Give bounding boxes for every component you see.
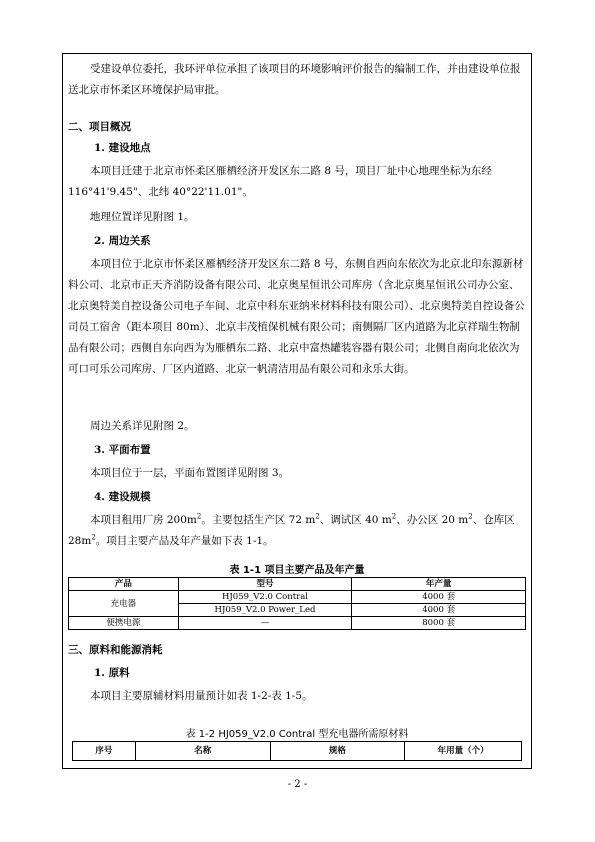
- table-cell: 便携电源: [69, 617, 179, 630]
- subsection-location-heading: 1. 建设地点: [94, 142, 151, 154]
- table-1-1-caption: 表 1-1 项目主要产品及年产量: [229, 565, 365, 576]
- materials-table: [72, 741, 522, 761]
- table-cell: 4000 套: [352, 591, 526, 604]
- table-cell: 8000 套: [352, 617, 526, 630]
- location-figure-ref: 地理位置详见附图 1。: [90, 211, 195, 223]
- page-number: - 2 -: [287, 779, 308, 790]
- subsection-surroundings-heading: 2. 周边关系: [94, 235, 151, 247]
- subsection-layout-heading: 3. 平面布置: [94, 444, 151, 456]
- layout-paragraph: 本项目位于一层，平面布置图详见附图 3。: [90, 467, 290, 479]
- table-1-2-caption: 表 1-2 HJ059_V2.0 Contral 型充电器所需原材料: [185, 729, 409, 740]
- table-header-cell: 名称: [135, 742, 270, 761]
- table-cell: 充电器: [69, 591, 179, 617]
- section-2-heading: 二、项目概况: [68, 121, 131, 133]
- intro-paragraph: 受建设单位委托，我环评单位承担了该项目的环境影响评价报告的编制工作，并由建设单位报送北京市怀柔区环境保护局审批。: [68, 63, 521, 96]
- surroundings-figure-ref: 周边关系详见附图 2。: [90, 420, 195, 432]
- table-cell: HJ059_V2.0 Power_Led: [178, 604, 352, 617]
- table-header-cell: 年产量: [352, 578, 526, 591]
- table-row: [69, 617, 526, 630]
- scale-paragraph: 本项目租用厂房 $200m^2$。主要包括生产区 72 $m^2$、调试区 40 $m^2$、办公区 20 $m^2$、仓库区 $28m^2$。项目主要产品及年产量如下表 1-1。: [68, 512, 515, 547]
- table-header-cell: 产品: [69, 578, 179, 591]
- table-header-row: [69, 578, 526, 591]
- table-cell: 4000 套: [352, 604, 526, 617]
- materials-paragraph: 本项目主要原辅材料用量预计如表 1-2-表 1-5。: [90, 690, 313, 702]
- subsection-scale-heading: 4. 建设规模: [94, 491, 151, 503]
- section-3-heading: 三、原料和能源消耗: [68, 644, 163, 656]
- location-paragraph: 本项目迁建于北京市怀柔区雁栖经济开发区东二路 8 号，项目厂址中心地理坐标为东经 116°41'9.45"、北纬 40°22'11.01"。: [68, 165, 492, 198]
- surroundings-paragraph: 本项目位于北京市怀柔区雁栖经济开发区东二路 8 号，东侧自西向东依次为北京北印东源新材料公司、北京市正天齐消防设备有限公司、北京奥星恒讯公司库房（含北京奥星恒讯公司办公室、北京奥特美自控设备公司电子车间、北京中科东亚纳米材料科技有限公司）、北京奥特美自控设备公司员工宿舍（距本项目 80m）、北京丰茂植保机械有限公司；南侧隔厂区内道路为北京祥瑞生物制品有限公司；西侧自东向西为为雁栖东二路、北京中富热罐装容器有限公司；北侧自南向北依次为可口可乐公司库房、厂区内道路、北京一帆清洁用品有限公司和永乐大街。: [68, 258, 525, 375]
- table-header-cell: 年用量（个）: [405, 742, 522, 761]
- table-cell: HJ059_V2.0 Contral: [178, 591, 352, 604]
- table-header-cell: 型号: [178, 578, 352, 591]
- products-table: [68, 577, 526, 630]
- table-header-cell: 序号: [73, 742, 136, 761]
- table-header-row: [73, 742, 522, 761]
- table-cell: —: [178, 617, 352, 630]
- subsection-materials-heading: 1. 原料: [94, 667, 130, 679]
- table-row: [69, 591, 526, 604]
- table-header-cell: 规格: [270, 742, 405, 761]
